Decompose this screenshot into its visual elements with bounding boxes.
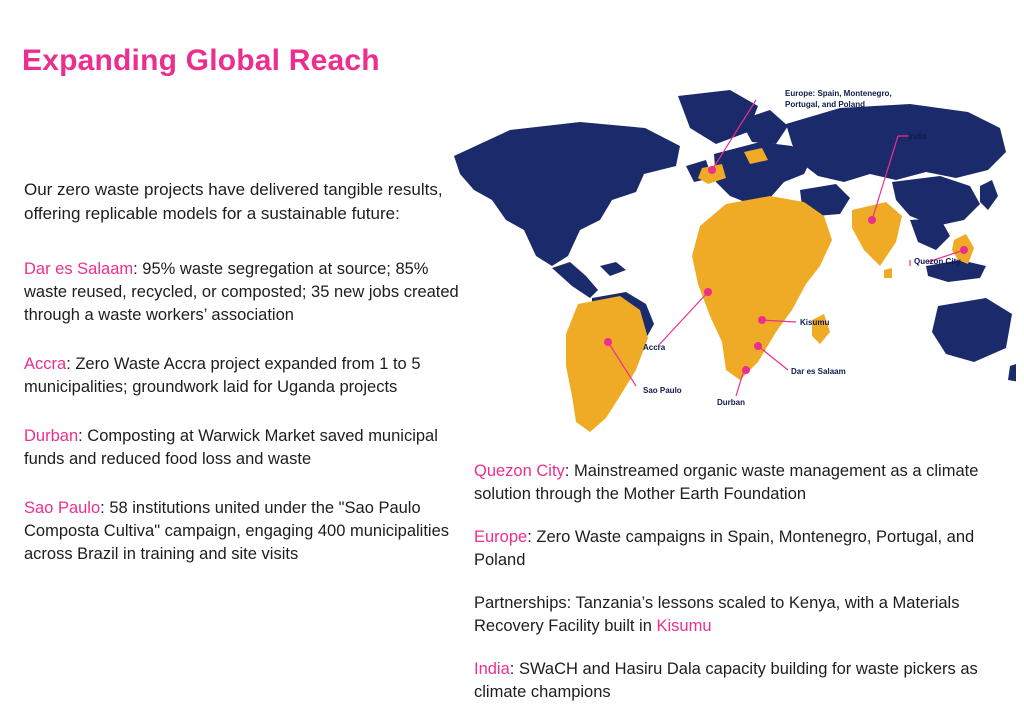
world-map-figure xyxy=(440,70,1016,450)
entry-label-sao-paulo: Sao Paulo xyxy=(24,499,101,517)
pin-durban xyxy=(742,366,750,374)
entry-label-durban: Durban xyxy=(24,427,79,445)
entry-india xyxy=(474,658,994,704)
map-label-europe-line1: Europe: Spain, Montenegro, xyxy=(785,89,892,98)
pin-quezon-city xyxy=(960,246,968,254)
entry-text-partnerships: Partnerships: Tanzania’s lessons scaled to Kenya, with a Materials Recovery Facility built in xyxy=(474,594,960,635)
pin-europe xyxy=(708,166,716,174)
pin-kisumu xyxy=(758,316,766,324)
entry-label-india: India xyxy=(474,660,510,678)
map-label-accra: Accra xyxy=(643,343,666,352)
pin-dar-es-salaam xyxy=(754,342,762,350)
entry-dar-es-salaam xyxy=(24,258,464,327)
entry-text-dar-es-salaam: : 95% waste segregation at source; 85% waste reused, recycled, or composted; 35 new jobs created through a waste workers’ association xyxy=(24,260,459,324)
right-content-column xyxy=(474,460,994,724)
entry-text-europe: : Zero Waste campaigns in Spain, Montenegro, Portugal, and Poland xyxy=(474,528,975,569)
entry-text-durban: : Composting at Warwick Market saved municipal funds and reduced food loss and waste xyxy=(24,427,438,468)
entry-text-sao-paulo: : 58 institutions united under the "Sao Paulo Composta Cultiva" campaign, engaging 400 municipalities across Brazil in training and site visits xyxy=(24,499,450,563)
map-label-europe-line2: Portugal, and Poland xyxy=(785,100,866,109)
entry-durban xyxy=(24,425,464,471)
pin-india xyxy=(868,216,876,224)
left-content-column xyxy=(24,178,464,592)
map-label-sao-paulo: Sao Paulo xyxy=(643,386,682,395)
map-label-durban: Durban xyxy=(717,398,745,407)
map-label-quezon-city: Quezon City xyxy=(914,257,961,266)
entry-quezon-city xyxy=(474,460,994,506)
pin-accra xyxy=(704,288,712,296)
intro-paragraph: Our zero waste projects have delivered tangible results, offering replicable models for a sustainable future: xyxy=(24,180,443,223)
entry-europe xyxy=(474,526,994,572)
map-label-india: India xyxy=(908,132,927,141)
entry-text-india: : SWaCH and Hasiru Dala capacity building for waste pickers as climate champions xyxy=(474,660,978,701)
entry-accra xyxy=(24,353,464,399)
map-label-europe xyxy=(785,88,892,110)
entry-label-europe: Europe xyxy=(474,528,528,546)
page-title: Expanding Global Reach xyxy=(22,44,380,77)
entry-partnerships xyxy=(474,592,994,638)
entry-label-accra: Accra xyxy=(24,355,67,373)
map-label-dar-es-salaam: Dar es Salaam xyxy=(791,367,846,376)
entry-text-quezon-city: : Mainstreamed organic waste management as a climate solution through the Mother Earth Foundation xyxy=(474,462,979,503)
pin-sao-paulo xyxy=(604,338,612,346)
entry-label-dar-es-salaam: Dar es Salaam xyxy=(24,260,134,278)
entry-label-quezon-city: Quezon City xyxy=(474,462,565,480)
map-label-kisumu: Kisumu xyxy=(800,318,830,327)
entry-highlight-kisumu: Kisumu xyxy=(656,617,712,635)
entry-text-accra: : Zero Waste Accra project expanded from 1 to 5 municipalities; groundwork laid for Uganda projects xyxy=(24,355,421,396)
entry-sao-paulo xyxy=(24,497,464,566)
